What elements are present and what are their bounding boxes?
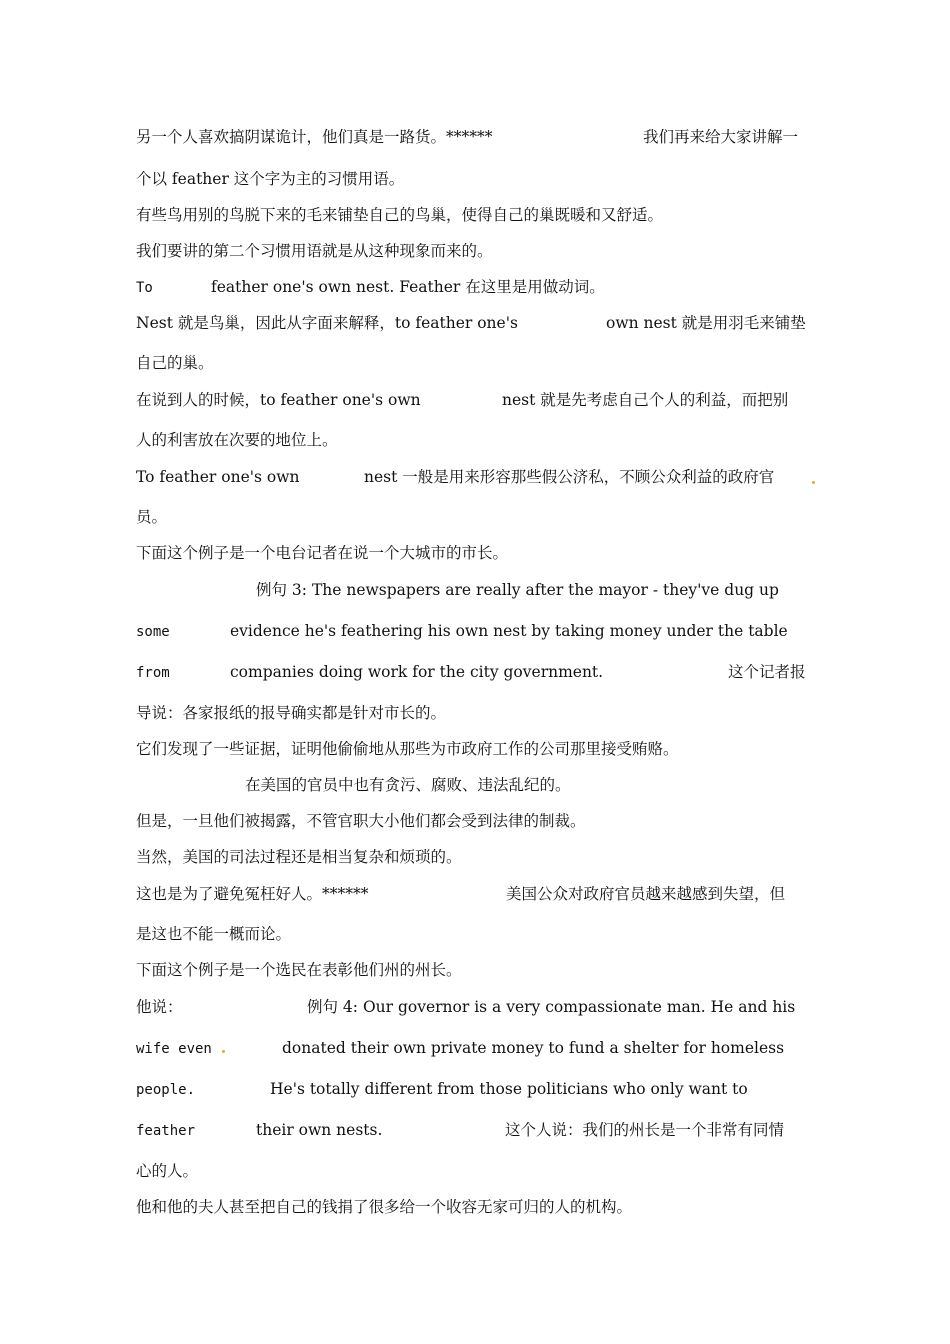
line-21 bbox=[136, 884, 814, 904]
line-7: 自己的巢。 bbox=[136, 354, 214, 372]
text: some bbox=[136, 624, 170, 640]
text: own nest 就是用羽毛来铺垫 bbox=[606, 314, 806, 332]
line-2: 个以 feather 这个字为主的习惯用语。 bbox=[136, 170, 405, 188]
text: their own nests. bbox=[256, 1121, 383, 1139]
text: To bbox=[136, 280, 153, 296]
text: He's totally different from those politicians who only want to bbox=[270, 1080, 748, 1098]
text: evidence he's feathering his own nest by taking money under the table bbox=[230, 622, 788, 640]
line-29: 他和他的夫人甚至把自己的钱捐了很多给一个收容无家可归的人的机构。 bbox=[136, 1198, 633, 1216]
line-16: 导说：各家报纸的报导确实都是针对市长的。 bbox=[136, 704, 447, 722]
text: nest 就是先考虑自己个人的利益，而把别 bbox=[502, 391, 789, 409]
text: Nest 就是鸟巢，因此从字面来解释，to feather one's bbox=[136, 314, 518, 332]
text: 例句 4: Our governor is a very compassionate man. He and his bbox=[307, 998, 796, 1016]
line-22: 是这也不能一概而论。 bbox=[136, 925, 292, 943]
highlight-mark bbox=[222, 1050, 225, 1053]
highlight-mark bbox=[812, 481, 815, 484]
line-9: 人的利害放在次要的地位上。 bbox=[136, 431, 338, 449]
line-12: 下面这个例子是一个电台记者在说一个大城市的市长。 bbox=[136, 544, 509, 562]
line-10 bbox=[136, 467, 814, 487]
line-27 bbox=[136, 1120, 814, 1141]
line-5 bbox=[136, 277, 814, 298]
text: 这个人说：我们的州长是一个非常有同情 bbox=[505, 1121, 785, 1139]
text: companies doing work for the city government. bbox=[230, 663, 604, 681]
line-13: 例句 3: The newspapers are really after the mayor - they've dug up bbox=[256, 581, 779, 599]
line-3: 有些鸟用别的鸟脱下来的毛来铺垫自己的鸟巢，使得自己的巢既暖和又舒适。 bbox=[136, 206, 664, 224]
line-19: 但是，一旦他们被揭露，不管官职大小他们都会受到法律的制裁。 bbox=[136, 812, 586, 830]
line-11: 员。 bbox=[136, 508, 168, 526]
line-23: 下面这个例子是一个选民在表彰他们州的州长。 bbox=[136, 961, 462, 979]
text: nest 一般是用来形容那些假公济私，不顾公众利益的政府官 bbox=[364, 468, 775, 486]
line-14 bbox=[136, 621, 814, 642]
text: from bbox=[136, 665, 170, 681]
line-17: 它们发现了一些证据，证明他偷偷地从那些为市政府工作的公司那里接受贿赂。 bbox=[136, 740, 679, 758]
text: people. bbox=[136, 1082, 196, 1098]
text: 我们再来给大家讲解一 bbox=[643, 128, 799, 146]
text: 美国公众对政府官员越来越感到失望，但 bbox=[506, 885, 786, 903]
text: 他说： bbox=[136, 998, 183, 1016]
line-6 bbox=[136, 313, 814, 333]
text: 这个记者报 bbox=[728, 663, 806, 681]
line-8 bbox=[136, 390, 814, 410]
line-26 bbox=[136, 1079, 814, 1100]
text: 这也是为了避免冤枉好人。****** bbox=[136, 885, 369, 903]
line-25 bbox=[136, 1038, 814, 1059]
line-18: 在美国的官员中也有贪污、腐败、违法乱纪的。 bbox=[245, 776, 571, 794]
text: 在说到人的时候，to feather one's own bbox=[136, 391, 421, 409]
text: To feather one's own bbox=[136, 468, 300, 486]
text: donated their own private money to fund a shelter for homeless bbox=[282, 1039, 785, 1057]
text: feather bbox=[136, 1123, 196, 1139]
line-1 bbox=[136, 127, 814, 147]
line-4: 我们要讲的第二个习惯用语就是从这种现象而来的。 bbox=[136, 242, 493, 260]
line-24 bbox=[136, 997, 814, 1017]
line-28: 心的人。 bbox=[136, 1162, 199, 1180]
text: feather one's own nest. Feather 在这里是用做动词。 bbox=[211, 278, 605, 296]
text: 另一个人喜欢搞阴谋诡计，他们真是一路货。****** bbox=[136, 128, 493, 146]
line-20: 当然，美国的司法过程还是相当复杂和烦琐的。 bbox=[136, 848, 462, 866]
line-15 bbox=[136, 662, 814, 683]
text: wife even bbox=[136, 1041, 212, 1057]
